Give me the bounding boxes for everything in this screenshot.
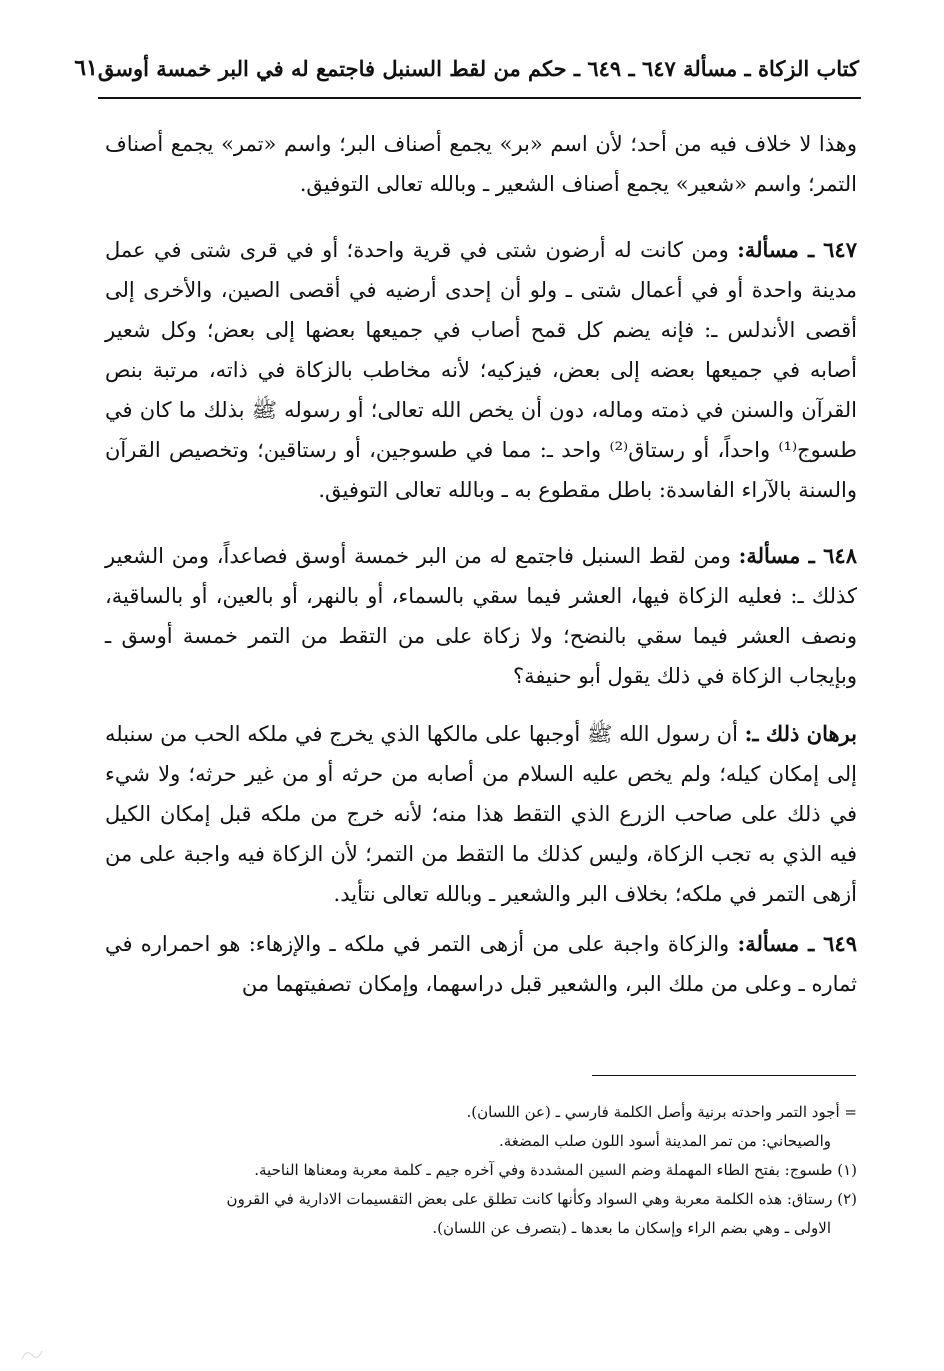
footnotes (100, 1098, 857, 1243)
paragraph-intro-text: وهذا لا خلاف فيه من أحد؛ لأن اسم «بر» يجمع أصناف البر؛ واسم «تمر» يجمع أصناف التمر؛ واسم «شعير» يجمع أصناف الشعير ـ وبالله تعالى التوفيق. (105, 132, 857, 196)
paragraph-proof (105, 714, 857, 914)
issue-649-number: ٦٤٩ ـ مسألة: (737, 931, 857, 956)
proof-text: أن رسول الله ﷺ أوجبها على مالكها الذي يخرج في ملكه الحب من سنبله إلى إمكان كيله؛ ولم يخص عليه السلام من أصابه من حرثه أو من غير حرثه؛ ولا شيء في ذلك على صاحب الزرع الذي التقط هذا منه؛ لأنه خرج من ملكه قبل إمكان الكيل فيه الذي به تجب الزكاة، وليس كذلك ما التقط من التمر؛ لأن الزكاة فيه واجبة على من أزهى التمر في ملكه؛ بخلاف البر والشعير ـ وبالله تعالى نتأيد. (105, 722, 857, 906)
running-header (74, 46, 859, 90)
paragraph-intro (105, 124, 857, 204)
issue-648-number: ٦٤٨ ـ مسألة: (738, 543, 857, 568)
footnote-divider (592, 1075, 856, 1076)
footnote-continued-2: والصيحاني: من تمر المدينة أسود اللون صلب المضغة. (498, 1132, 831, 1150)
issue-647-number: ٦٤٧ ـ مسألة: (737, 237, 857, 262)
issue-648-text: ومن لقط السنبل فاجتمع له من البر خمسة أوسق فصاعداً، ومن الشعير كذلك ـ: فعليه الزكاة فيها، العشر فيما سقي بالسماء، أو بالنهر، أو بالعين، أو بالساقية، ونصف العشر فيما سقي بالنضح؛ ولا زكاة على من التقط من التمر خمسة أوسق ـ وبإيجاب الزكاة في ذلك يقول أبو حنيفة؟ (105, 544, 857, 688)
paragraph-issue-647 (105, 230, 857, 510)
footnote-2-continued: الاولى ـ وهي بضم الراء وإسكان ما بعدها ـ (بتصرف عن اللسان). (432, 1219, 831, 1237)
header-divider (98, 97, 861, 99)
footnote-1: (١) طسوج: بفتح الطاء المهملة وضم السين المشددة وفي آخره جيم ـ كلمة معربة ومعناها الناحية. (254, 1161, 857, 1179)
header-title: كتاب الزكاة ـ مسألة ٦٤٧ ـ ٦٤٩ ـ حكم من لقط السنبل فاجتمع له في البر خمسة أوسق (97, 55, 859, 81)
paragraph-issue-649 (105, 924, 857, 1004)
page-number: ٦١ (74, 55, 98, 81)
corner-mark-icon (20, 1345, 44, 1363)
paragraph-issue-648 (105, 536, 857, 696)
footnote-continued: = أجود التمر واحدته برنية وأصل الكلمة فارسي ـ (عن اللسان). (466, 1103, 857, 1121)
issue-649-text: والزكاة واجبة على من أزهى التمر في ملكه ـ والإزهاء: هو احمراره في ثماره ـ وعلى من ملك البر، والشعير قبل دراسهما، وإمكان تصفيتهما من (105, 932, 857, 996)
footnote-2: (٢) رستاق: هذه الكلمة معربة وهي السواد وكأنها كانت تطلق على بعض التقسيمات الادارية في القرون (226, 1190, 857, 1208)
proof-lead: برهان ذلك ـ: (744, 721, 857, 746)
main-text (105, 124, 857, 1004)
issue-647-text: ومن كانت له أرضون شتى في قرية واحدة؛ أو في قرى شتى في عمل مدينة واحدة أو في أعمال شتى ـ ولو أن إحدى أرضيه في أقصى الصين، والأخرى إلى أقصى الأندلس ـ: فإنه يضم كل قمح أصاب في جميعها بعضها إلى بعض؛ وكل شعير أصابه في جميعها بعضه إلى بعض، فيزكيه؛ لأنه مخاطب بالزكاة في ذاته، مرتبة بنص القرآن والسنن في ذمته وماله، دون أن يخص الله تعالى؛ أو رسوله ﷺ بذلك ما كان في طسوج⁽¹⁾ واحداً، أو رستاق⁽²⁾ واحد ـ: مما في طسوجين، أو رستاقين؛ وتخصيص القرآن والسنة بالآراء الفاسدة: باطل مقطوع به ـ وبالله تعالى التوفيق. (105, 238, 857, 502)
